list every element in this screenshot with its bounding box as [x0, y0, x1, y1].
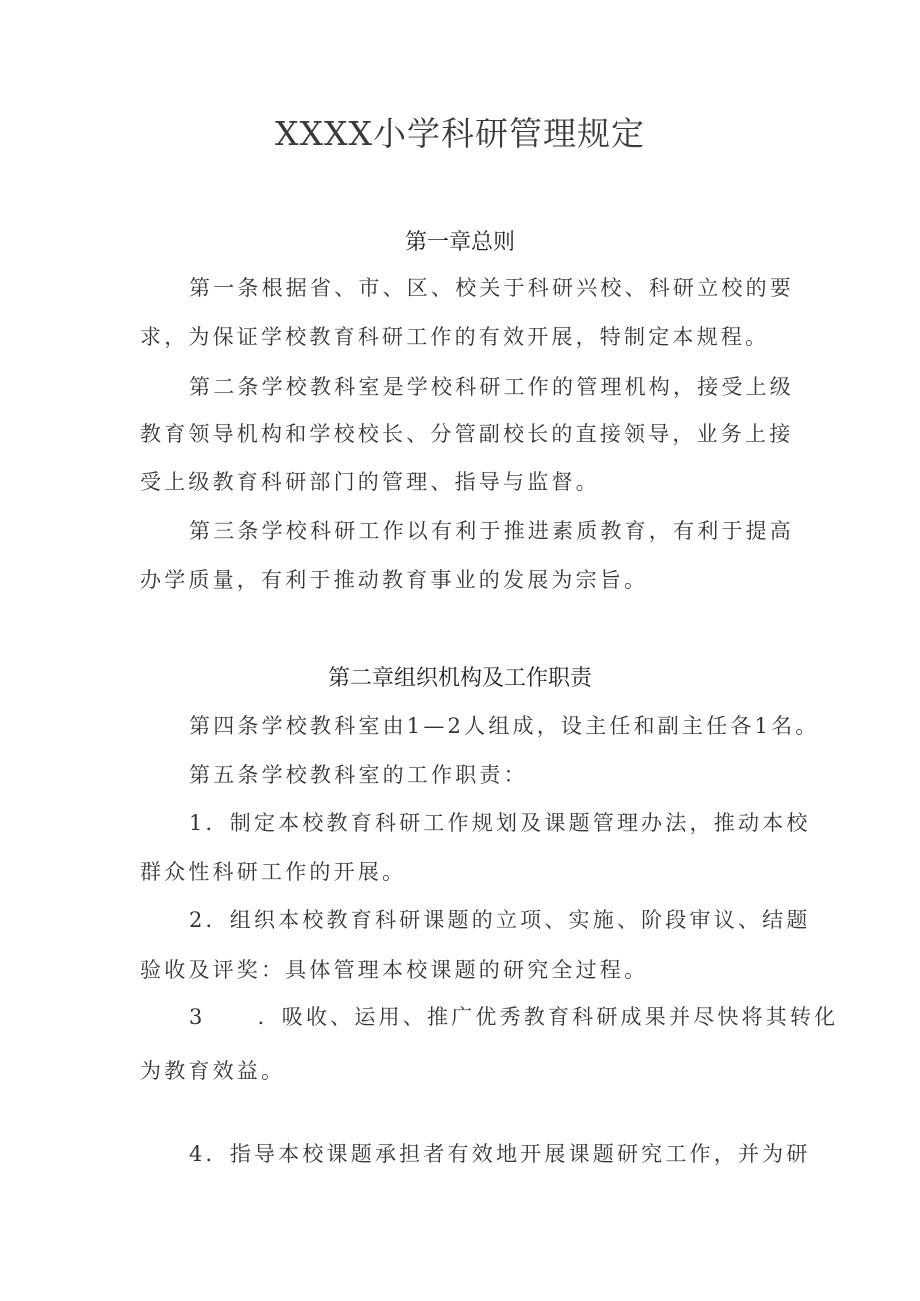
paragraph-line: 第四条学校教科室由1—2人组成，设主任和副主任各1名。 — [189, 714, 820, 738]
chapter-1-heading: 第一章总则 — [404, 230, 515, 255]
paragraph-line: 第三条学校科研工作以有利于推进素质教育，有利于提高 — [189, 519, 794, 543]
list-item-line: 为教育效益。 — [140, 1059, 286, 1083]
chapter-2-heading: 第二章组织机构及工作职责 — [327, 666, 592, 691]
list-item-line: 群众性科研工作的开展。 — [140, 860, 407, 884]
paragraph-line: 办学质量，有利于推动教育事业的发展为宗旨。 — [140, 568, 649, 592]
document-title: XXXX小学科研管理规定 — [275, 114, 645, 153]
paragraph-line: 第二条学校教科室是学校科研工作的管理机构，接受上级 — [189, 375, 794, 399]
list-item-line — [189, 1001, 838, 1031]
list-item-line: 2．组织本校教育科研课题的立项、实施、阶段审议、结题 — [189, 908, 811, 932]
list-item-number: 3 — [189, 1005, 206, 1029]
paragraph-line: 第一条根据省、市、区、校关于科研兴校、科研立校的要 — [189, 276, 794, 300]
list-item-line: 1．制定本校教育科研工作规划及课题管理办法，推动本校 — [189, 811, 811, 835]
paragraph-line: 求，为保证学校教育科研工作的有效开展，特制定本规程。 — [140, 325, 770, 349]
paragraph-line: 教育领导机构和学校校长、分管副校长的直接领导，业务上接 — [140, 422, 794, 446]
paragraph-line: 第五条学校教科室的工作职责： — [189, 763, 528, 787]
list-item-text: ．吸收、运用、推广优秀教育科研成果并尽快将其转化 — [257, 1005, 839, 1029]
list-item-line: 验收及评奖：具体管理本校课题的研究全过程。 — [140, 958, 649, 982]
paragraph-line: 受上级教育科研部门的管理、指导与监督。 — [140, 470, 600, 494]
list-item-line: 4．指导本校课题承担者有效地开展课题研究工作，并为研 — [189, 1142, 811, 1166]
